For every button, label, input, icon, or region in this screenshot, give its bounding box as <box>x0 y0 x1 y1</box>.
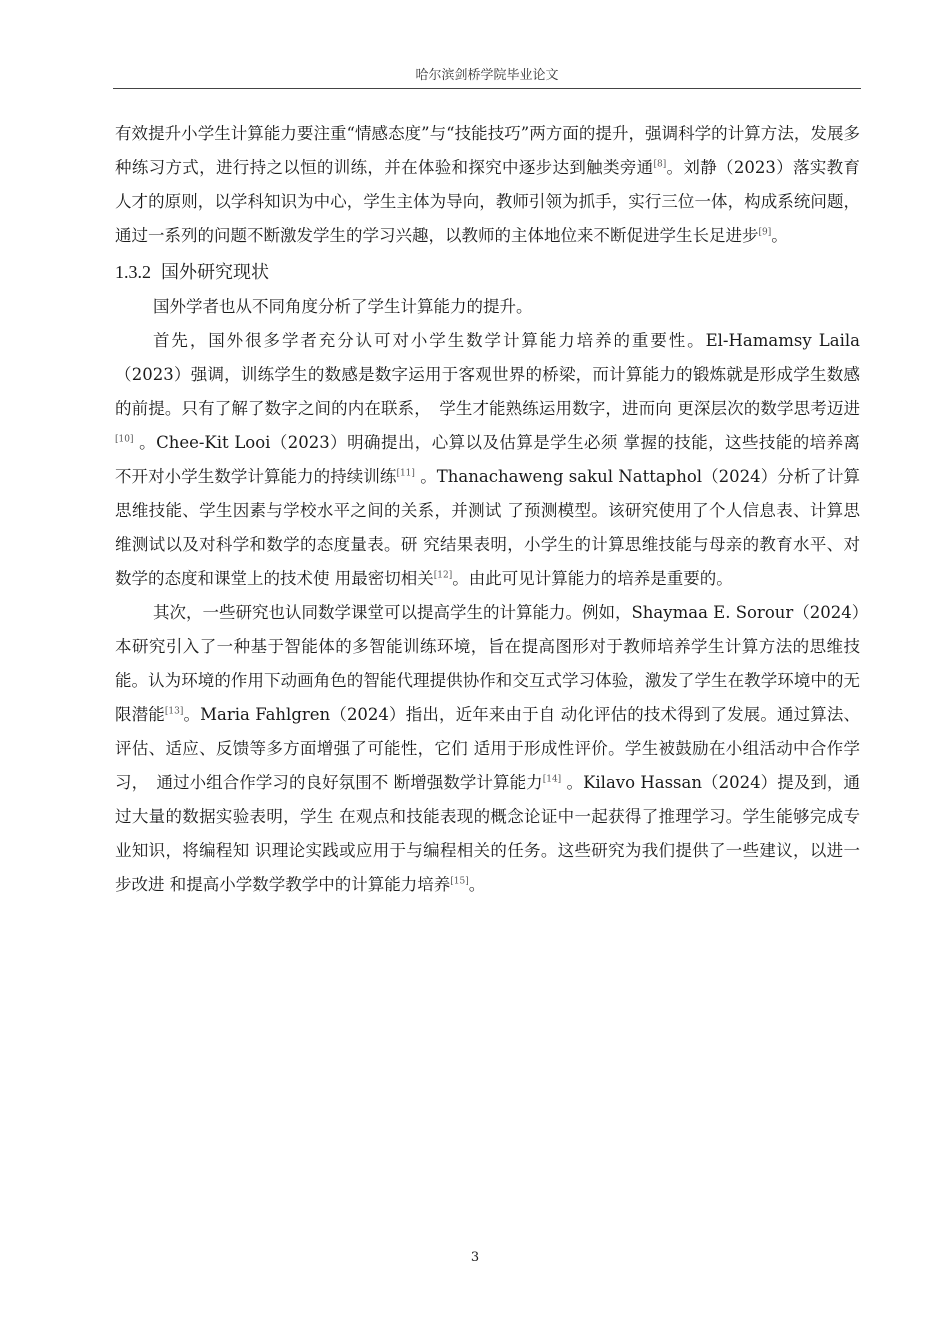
paragraph-text: 。 <box>468 875 486 894</box>
paragraph-text: 。Chee-Kit Looi（2023）明确提出，心算以及估算是学生必须 掌握的技能，这些技能的培养离不开对小学生数学计算能力的持续训练 <box>115 433 860 486</box>
paragraph-second <box>115 596 860 902</box>
section-title: 国外研究现状 <box>161 262 269 283</box>
paragraph-text: 。由此可见计算能力的培养是重要的。 <box>452 569 733 588</box>
header-rule <box>113 88 861 89</box>
citation-ref[interactable]: [15] <box>450 876 469 887</box>
paragraph-text: 。Kilavo Hassan（2024）提及到，通过大量的数据实验表明，学生 在观点和技能表现的概念论证中一起获得了推理学习。学生能够完成专业知识，将编程知 识理论实践或应用于与编程相关的任务。这些研究为我们提供了一些建议，以进一步改进 和提高小学数学教学中的计算能力培养 <box>115 773 860 894</box>
citation-ref[interactable]: [12] <box>433 570 453 581</box>
paragraph-first <box>115 324 860 596</box>
citation-ref[interactable]: [11] <box>396 468 415 479</box>
citation-ref[interactable]: [13] <box>164 706 184 717</box>
paragraph-domestic-research <box>115 117 860 253</box>
page-number: 3 <box>470 1250 480 1265</box>
paragraph-intro <box>115 290 860 324</box>
section-number: 1.3.2 <box>115 262 151 282</box>
paragraph-text: 。刘静（2023）落实教育人才的原则，以学科知识为中心，学生主体为导向，教师引领为抓手，实行三位一体，构成系统问题，通过一系列的问题不断激发学生的学习兴趣，以教师的主体地位来不断促进学生长足进步 <box>115 158 860 245</box>
citation-ref[interactable]: [10] <box>115 434 134 445</box>
running-header: 哈尔滨剑桥学院毕业论文 <box>415 68 559 83</box>
paragraph-text: 。 <box>771 226 788 245</box>
paragraph-text: 其次，一些研究也认同数学课堂可以提高学生的计算能力。例如，Shaymaa E. Sorour（2024）本研究引入了一种基于智能体的多智能训练环境，旨在提高图形对于教师培养学生计算方法的思维技能。认为环境的作用下动画角色的智能代理提供协作和交互式学习体验，激发了学生在教学环境中的无限潜能 <box>115 603 861 724</box>
page-body <box>115 117 860 902</box>
section-heading <box>115 255 860 290</box>
citation-ref[interactable]: [14] <box>542 774 562 785</box>
paragraph-text: 国外学者也从不同角度分析了学生计算能力的提升。 <box>153 297 533 316</box>
paragraph-text: 首先，国外很多学者充分认可对小学生数学计算能力培养的重要性。El-Hamamsy Laila（2023）强调，训练学生的数感是数字运用于客观世界的桥梁，而计算能力的锻炼就是形成学生数感的前提。只有了解了数字之间的内在联系， 学生才能熟练运用数字，进而向 更深层次的数学思考迈进 <box>115 331 860 418</box>
paragraph-text: 。Thanachaweng sakul Nattaphol（2024）分析了计算思维技能、学生因素与学校水平之间的关系，并测试 了预测模型。该研究使用了个人信息表、计算思维测试以及对科学和数学的态度量表。研 究结果表明，小学生的计算思维技能与母亲的教育水平、对数学的态度和课堂上的技术使 用最密切相关 <box>115 467 861 588</box>
citation-ref[interactable]: [9] <box>758 227 772 238</box>
paragraph-text: 。Maria Fahlgren（2024）指出，近年来由于自 动化评估的技术得到了发展。通过算法、评估、适应、反馈等多方面增强了可能性，它们 适用于形成性评价。学生被鼓励在小组活动中合作学习， 通过小组合作学习的良好氛围不 断增强数学计算能力 <box>115 705 860 792</box>
paragraph-text: 有效提升小学生计算能力要注重“情感态度”与“技能技巧”两方面的提升，强调科学的计算方法，发展多种练习方式，进行持之以恒的训练，并在体验和探究中逐步达到触类旁通 <box>115 124 860 177</box>
citation-ref[interactable]: [8] <box>653 159 667 170</box>
